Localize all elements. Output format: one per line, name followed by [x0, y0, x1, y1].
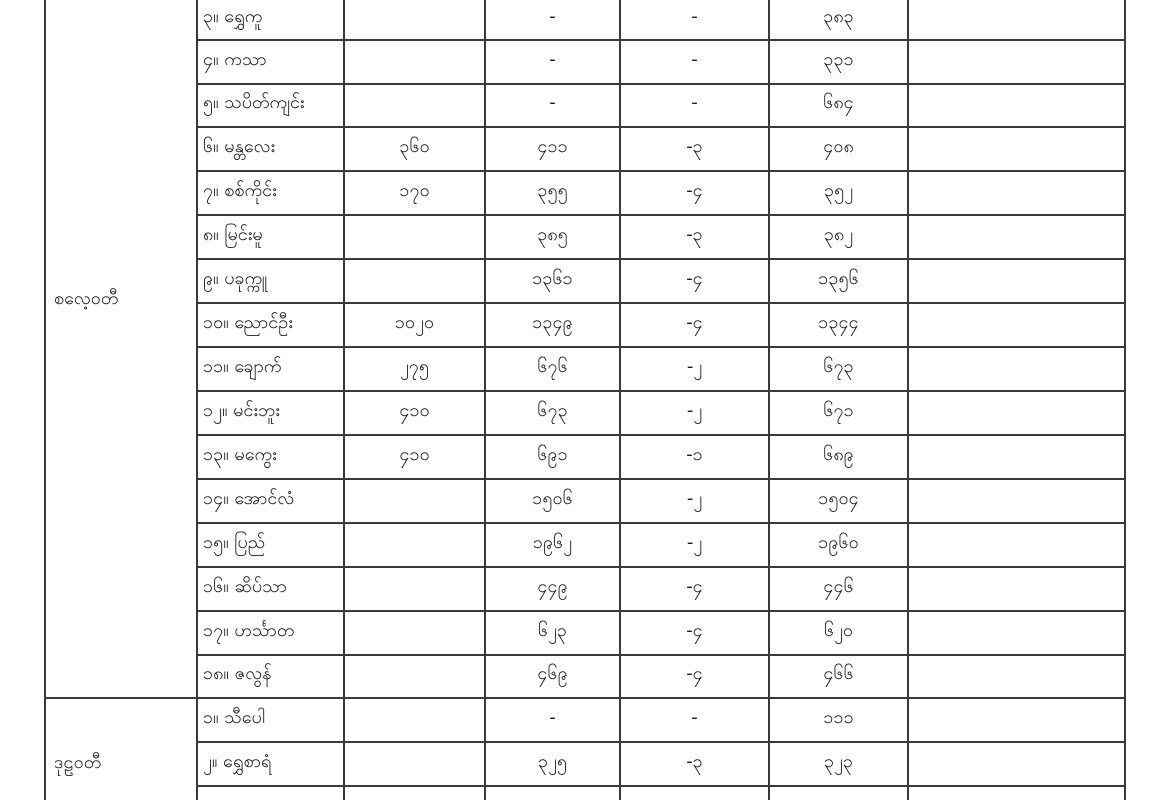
row-divider — [196, 741, 1126, 743]
value-col-3: -၂ — [686, 400, 703, 421]
group-divider — [44, 697, 1126, 699]
value-col-4: ၆၇၁ — [823, 400, 854, 421]
value-col-2: ၃၈၅ — [537, 224, 568, 245]
value-col-2: ၄၆၉ — [537, 663, 568, 684]
row-divider — [196, 785, 1126, 787]
value-col-4: ၃၃၁ — [823, 49, 854, 70]
value-col-2: ၆၉၁ — [537, 444, 568, 465]
value-col-2: ၁၃၆၁ — [532, 268, 573, 289]
value-col-1: ၄၁၀ — [399, 400, 430, 421]
value-col-2: ၃၂၅ — [537, 751, 568, 772]
row-divider — [196, 126, 1126, 128]
value-col-2: ၆၇၃ — [537, 400, 568, 421]
station-name: ၁၀။ ညောင်ဦး — [203, 312, 293, 333]
value-col-3: -၄ — [686, 268, 703, 289]
row-divider — [196, 170, 1126, 172]
value-col-3: -၄ — [686, 620, 703, 641]
value-col-4: ၁၃၅၆ — [818, 268, 859, 289]
value-col-2: - — [549, 6, 556, 27]
value-col-1: ၃၆၀ — [399, 136, 430, 157]
row-divider — [196, 214, 1126, 216]
value-col-3: -၃ — [686, 136, 703, 157]
value-col-1: ၂၇၅ — [399, 356, 430, 377]
value-col-2: ၁၃၄၉ — [532, 312, 573, 333]
station-name: ၁၃။ မကွေး — [203, 444, 277, 465]
value-col-4: ၄၆၆ — [823, 663, 854, 684]
station-name: ၇။ စစ်ကိုင်း — [203, 180, 277, 201]
station-name: ၆။ မန္တလေး — [203, 136, 276, 157]
value-col-3: -၁ — [686, 444, 703, 465]
value-col-4: ၁၁၁ — [823, 707, 854, 728]
station-name: ၁၂။ မင်းဘူး — [203, 400, 280, 421]
value-col-4: ၆၇၃ — [823, 356, 854, 377]
station-name: ၈။ မြင်းမူ — [203, 224, 263, 245]
column-divider — [1124, 0, 1126, 800]
value-col-3: -၂ — [686, 532, 703, 553]
value-col-3: - — [691, 92, 698, 113]
station-name: ၁၄။ အောင်လံ — [203, 488, 295, 509]
value-col-3: - — [691, 6, 698, 27]
station-name: ၂။ ရွှေစာရံ — [203, 751, 272, 772]
column-divider — [907, 0, 909, 800]
row-divider — [196, 258, 1126, 260]
value-col-4: ၆၂၀ — [823, 620, 854, 641]
value-col-3: -၄ — [686, 576, 703, 597]
station-name: ၃။ ရွှေကူ — [203, 6, 263, 27]
row-divider — [196, 654, 1126, 656]
station-name: ၁၈။ ဇလွန် — [203, 663, 272, 684]
value-col-3: -၃ — [686, 224, 703, 245]
row-divider — [196, 346, 1126, 348]
value-col-4: ၃၅၂ — [823, 180, 854, 201]
row-divider — [196, 566, 1126, 568]
value-col-2: - — [549, 49, 556, 70]
value-col-4: ၆၈၄ — [823, 92, 854, 113]
value-col-3: - — [691, 49, 698, 70]
value-col-3: -၂ — [686, 488, 703, 509]
value-col-2: ၄၄၉ — [537, 576, 568, 597]
value-col-4: ၃၈၂ — [823, 224, 854, 245]
value-col-4: ၁၅၀၄ — [818, 488, 859, 509]
value-col-4: ၄၀၈ — [823, 136, 854, 157]
station-name: ၁၅။ ပြည် — [203, 532, 266, 553]
row-divider — [196, 522, 1126, 524]
value-col-2: ၃၅၅ — [537, 180, 568, 201]
row-divider — [196, 83, 1126, 85]
station-name: ၅။ သပိတ်ကျင်း — [203, 92, 305, 113]
value-col-4: ၆၈၉ — [823, 444, 854, 465]
row-divider — [196, 610, 1126, 612]
value-col-2: ၁၅၀၆ — [532, 488, 573, 509]
row-divider — [196, 390, 1126, 392]
station-name: ၁၇။ ဟင်္သာတ — [203, 620, 295, 641]
value-col-1: ၁၀၂၀ — [394, 312, 435, 333]
value-col-2: ၆၂၃ — [537, 620, 568, 641]
station-name: ၁။ သီပေါ — [203, 707, 265, 728]
value-col-2: - — [549, 92, 556, 113]
value-col-3: -၂ — [686, 356, 703, 377]
value-col-3: -၄ — [686, 663, 703, 684]
value-col-1: ၁၇၀ — [399, 180, 430, 201]
value-col-3: -၄ — [686, 312, 703, 333]
station-name: ၄။ ကသာ — [203, 49, 267, 70]
value-col-3: -၄ — [686, 180, 703, 201]
value-col-4: ၁၃၄၄ — [818, 312, 859, 333]
station-name: ၁၁။ ချောက် — [203, 356, 282, 377]
value-col-2: ၁၉၆၂ — [532, 532, 573, 553]
value-col-4: ၃၂၃ — [823, 751, 854, 772]
value-col-2: ၆၇၆ — [537, 356, 568, 377]
row-divider — [196, 478, 1126, 480]
row-divider — [196, 39, 1126, 41]
row-divider — [196, 434, 1126, 436]
value-col-4: ၃၈၃ — [823, 6, 854, 27]
value-col-2: ၄၁၁ — [537, 136, 568, 157]
group-label: စလေ့ဝတီ — [54, 288, 119, 309]
value-col-4: ၁၉၆၀ — [818, 532, 859, 553]
value-col-1: ၄၁၀ — [399, 444, 430, 465]
station-name: ၁၆။ ဆိပ်သာ — [203, 576, 287, 597]
row-divider — [196, 302, 1126, 304]
column-divider — [196, 0, 198, 800]
group-label: ဒုဠဝတီ — [54, 752, 102, 773]
value-col-4: ၄၄၆ — [823, 576, 854, 597]
station-name: ၉။ ပခုက္ကူ — [203, 268, 268, 289]
value-col-3: -၃ — [686, 751, 703, 772]
value-col-2: - — [549, 707, 556, 728]
value-col-3: - — [691, 707, 698, 728]
column-divider — [44, 0, 46, 800]
